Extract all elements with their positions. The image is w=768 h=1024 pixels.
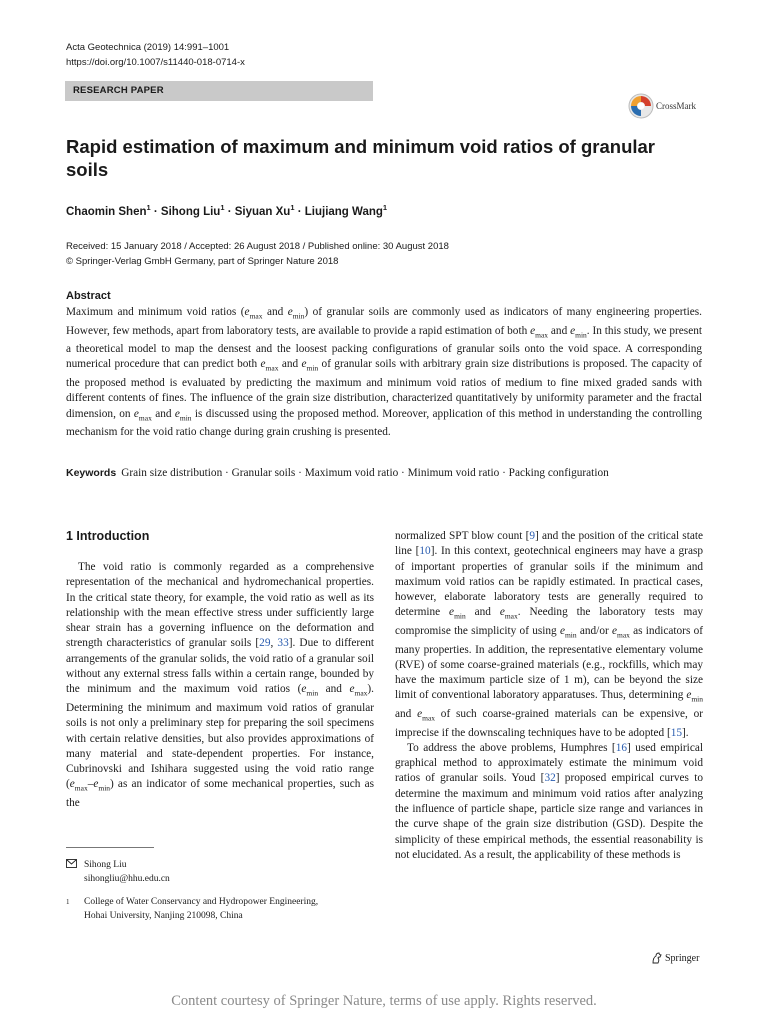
author-affiliation-mark: 1	[290, 203, 295, 212]
author-separator: ·	[150, 205, 161, 218]
symbol-e: e	[244, 306, 250, 318]
footnote	[66, 859, 366, 923]
abstract-text: ) of granular soils are commonly used as indicators of many engineering properties. However, few methods, apart from laboratory tests, are available to provide a rapid estimation of both	[66, 306, 702, 337]
citation-link[interactable]: 32	[544, 772, 556, 785]
paper-title: Rapid estimation of maximum and minimum void ratios of granular soils	[66, 136, 656, 180]
abstract-text: is discussed using the proposed method. Moreover, application of this method in understanding the controlling mechanism for the void ratio change during grain crushing is presented.	[66, 407, 702, 439]
symbol-e: e	[174, 407, 180, 420]
author-affiliation-mark: 1	[382, 203, 388, 212]
symbol-e: e	[301, 358, 307, 371]
publication-dates	[66, 240, 449, 269]
author-affiliation-mark: 1	[220, 203, 225, 212]
author-affiliation-mark: 1	[146, 203, 151, 212]
publisher-name: Springer	[665, 952, 700, 964]
springer-horse-icon	[651, 952, 662, 964]
crossmark-icon	[628, 93, 654, 119]
citation-link[interactable]: 15	[670, 726, 683, 739]
corresponding-author-name: Sihong Liu	[84, 860, 127, 870]
symbol-e: e	[133, 407, 139, 420]
abstract-text: and	[262, 306, 288, 318]
abstract-text: . In this study, we present a theoretical model to map the densest and the loosest packing configurations of granular soils onto the void space. A corresponding numerical procedure that can predict both	[66, 324, 703, 371]
abstract-text: Maximum and minimum void ratios (	[66, 306, 245, 318]
abstract-text: and	[151, 407, 175, 420]
journal-reference	[66, 40, 245, 70]
symbol-e: e	[287, 306, 293, 318]
citation-link[interactable]: 29	[259, 637, 271, 650]
keywords-line	[66, 467, 706, 479]
doi-link[interactable]: https://doi.org/10.1007/s11440-018-0714-x	[66, 57, 245, 68]
subscript-min: min	[179, 412, 192, 422]
corresponding-author-email[interactable]: sihongliu@hhu.edu.cn	[84, 873, 170, 884]
publisher-logo	[651, 952, 699, 964]
crossmark-badge[interactable]	[628, 93, 696, 119]
affiliation-number: 1	[66, 898, 70, 906]
symbol-e: e	[530, 324, 536, 337]
author-separator: ·	[224, 205, 235, 218]
subscript-min: min	[575, 329, 587, 339]
author-separator: ·	[294, 205, 305, 218]
subscript-max: max	[138, 412, 152, 422]
citation-link[interactable]: 33	[277, 637, 289, 650]
author-name[interactable]: Sihong Liu	[160, 205, 221, 218]
right-column	[395, 529, 703, 863]
subscript-min: min	[306, 363, 319, 373]
abstract-text: and	[548, 324, 571, 337]
affiliation-line: Hohai University, Nanjing 210098, China	[84, 910, 243, 921]
section-heading: 1 Introduction	[66, 529, 150, 543]
keywords-label: Keywords	[66, 467, 117, 479]
courtesy-notice: Content courtesy of Springer Nature, terms of use apply. Rights reserved.	[171, 993, 597, 1009]
copyright-line: © Springer-Verlag GmbH Germany, part of Springer Nature 2018	[66, 255, 339, 267]
subscript-max: max	[265, 363, 279, 373]
paragraph: The void ratio is commonly regarded as a comprehensive representation of the mechanical and hydromechanical properties. In the critical state theory, for example, the void ratio as well as its relationship with the mean effective stress under sufficiently large shear strain has a governing influence on the deformation and strength characteristics of granular soils [29, 33]. Due to different arrangements of the granular solids, the void ratio of a granular soil without any external stress falls within a certain range, bounded by the minimum and the maximum void ratios ($e_{min}$ and $e_{max}$). Determining the minimum and maximum void ratios of granular soils is not only a preliminary step for preparing the soil specimens with certain relative densities, but also provides approximations of many material and state-dependent properties. For instance, Cubrinovski and Ishihara suggested using the void ratio range $(e_{max}-e_{min})$ as an indicator of some mechanical properties, such as the	[66, 561, 374, 809]
paragraph: normalized SPT blow count [9] and the position of the critical state line [10]. In this context, geotechnical engineers may have a grasp of important properties of granular soils if the minimum and maximum void ratios can be rapidly estimated. In practical cases, however, elaborate laboratory tests are generally required to determine $e_{min}$ and $e_{max}$. Needing the laboratory tests may compromise the simplicity of using $e_{min}$ and/or $e_{max}$ as indicators of many properties. In addition, the representative elementary volume (RVE) of some coarse-grained materials (e.g., rockfills, which may have the maximum particle size of 1 m), can be beyond the size limit of conventional laboratory apparatuses. Thus, determining $e_{min}$ and $e_{max}$ of such coarse-grained materials can be expensive, or imprecise if the downscaling techniques have to be adopted [15].	[395, 530, 704, 739]
crossmark-label: CrossMark	[656, 101, 696, 111]
subscript-max: max	[249, 311, 263, 321]
abstract-text: of granular soils with arbitrary grain size distributions is proposed. The capacity of the proposed method is evaluated by predicting the maximum and minimum void ratios of medium to fine mixed graded sands with different contents of fines. The influence of the grain size distribution, characterized quantitatively by uniformity parameter and the fractal dimension, on	[66, 358, 702, 420]
subscript-max: max	[535, 329, 549, 339]
citation-link[interactable]: 10	[419, 545, 431, 558]
left-column	[66, 560, 374, 811]
citation-link[interactable]: 9	[529, 530, 536, 542]
subscript-min: min	[292, 311, 305, 321]
author-name[interactable]: Liujiang Wang	[304, 205, 383, 218]
author-list	[66, 203, 387, 218]
history-dates: Received: 15 January 2018 / Accepted: 26 August 2018 / Published online: 30 August 2018	[66, 241, 449, 252]
symbol-e: e	[260, 358, 266, 371]
article-type-banner: RESEARCH PAPER	[65, 81, 373, 101]
author-name[interactable]: Siyuan Xu	[234, 205, 291, 218]
abstract-heading: Abstract	[66, 290, 111, 302]
citation-link[interactable]: 16	[615, 741, 627, 754]
keywords-list: Grain size distribution · Granular soils · Maximum void ratio · Minimum void ratio · Packing configuration	[121, 467, 609, 479]
symbol-e: e	[570, 324, 576, 337]
author-name[interactable]: Chaomin Shen	[66, 205, 147, 218]
abstract-body	[66, 305, 702, 440]
journal-citation: Acta Geotechnica (2019) 14:991–1001	[66, 42, 230, 53]
abstract-text: and	[278, 358, 302, 371]
paragraph: To address the above problems, Humphres [16] used empirical graphical method to approximately estimate the minimum void ratios of granular soils. Youd [32] proposed empirical curves to determine the maximum and minimum void ratios after analyzing the influence of particle shape, particle size range and variances in the curve shape of the grain size distribution (GSD). Despite the simplicity of these empirical methods, the essential reasonability is not elucidated. As a result, the applicability of these methods is	[395, 741, 704, 861]
footnote-divider	[66, 847, 154, 848]
affiliation-line: College of Water Conservancy and Hydropower Engineering,	[84, 897, 319, 907]
envelope-icon	[66, 859, 84, 886]
